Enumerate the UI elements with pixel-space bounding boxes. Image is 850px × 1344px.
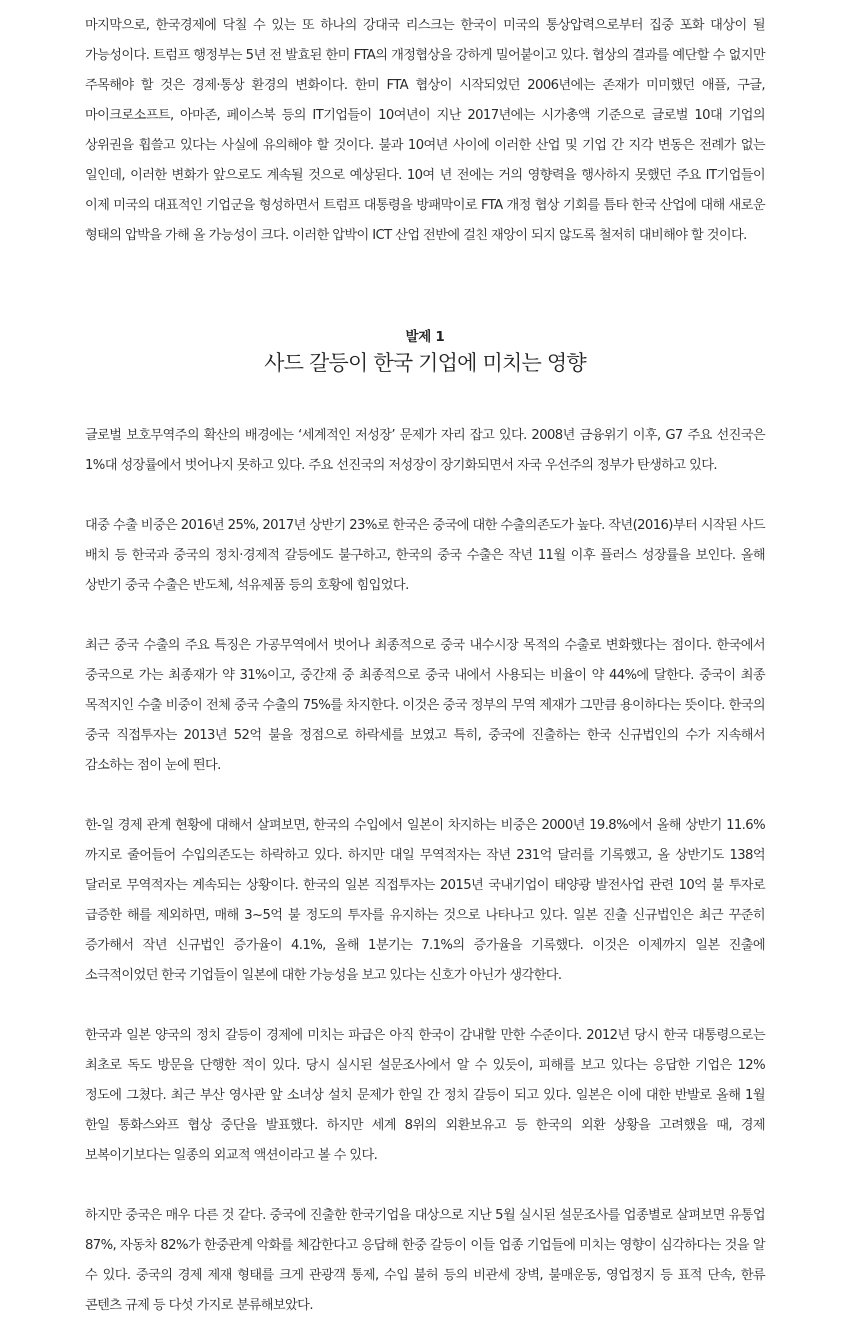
article: [85, 11, 765, 1321]
body-paragraph: 하지만 중국은 매우 다른 것 같다. 중국에 진출한 한국기업을 대상으로 지난 5월 실시된 설문조사를 업종별로 살펴보면 유통업 87%, 자동차 82%가 한중관계 악화를 체감한다고 응답해 한중 갈등이 이들 업종 기업들에 미치는 영향이 심각하다는 것을 알 수 있다. 중국의 경제 제재 형태를 크게 관광객 통제, 수입 불허 등의 비관세 장벽, 불매운동, 영업정지 등 표적 단속, 한류 콘텐츠 규제 등 다섯 가지로 분류해보았다.: [85, 1208, 765, 1313]
paragraph-gap: [85, 481, 765, 511]
paragraph-gap: [85, 1171, 765, 1201]
body-paragraph: 글로벌 보호무역주의 확산의 배경에는 ‘세계적인 저성장’ 문제가 자리 잡고 있다. 2008년 금융위기 이후, G7 주요 선진국은 1%대 성장률에서 벗어나지 못하고 있다. 주요 선진국의 저성장이 장기화되면서 자국 우선주의 정부가 탄생하고 있다.: [85, 428, 765, 473]
body-paragraph: 최근 중국 수출의 주요 특징은 가공무역에서 벗어나 최종적으로 중국 내수시장 목적의 수출로 변화했다는 점이다. 한국에서 중국으로 가는 최종재가 약 31%이고, 중간재 중 최종적으로 중국 내에서 사용되는 비율이 약 44%에 달한다. 중국이 최종 목적지인 수출 비중이 전체 중국 수출의 75%를 차지한다. 이것은 중국 정부의 무역 제재가 그만큼 용이하다는 뜻이다. 한국의 중국 직접투자는 2013년 52억 불을 정점으로 하락세를 보였고 특히, 중국에 진출하는 한국 신규법인의 수가 지속해서 감소하는 점이 눈에 띈다.: [85, 638, 765, 773]
paragraph-gap: [85, 781, 765, 811]
section-heading: [85, 327, 765, 379]
body-paragraph: 대중 수출 비중은 2016년 25%, 2017년 상반기 23%로 한국은 중국에 대한 수출의존도가 높다. 작년(2016)부터 시작된 사드 배치 등 한국과 중국의 정치·경제적 갈등에도 불구하고, 한국의 중국 수출은 작년 11월 이후 플러스 성장률을 보인다. 올해 상반기 중국 수출은 반도체, 석유제품 등의 호황에 힘입었다.: [85, 518, 765, 593]
paragraph-gap: [85, 991, 765, 1021]
body-paragraph: 한국과 일본 양국의 정치 갈등이 경제에 미치는 파급은 아직 한국이 감내할 만한 수준이다. 2012년 당시 한국 대통령으로는 최초로 독도 방문을 단행한 적이 있다. 당시 실시된 설문조사에서 알 수 있듯이, 피해를 보고 있다는 응답한 기업은 12% 정도에 그쳤다. 최근 부산 영사관 앞 소녀상 설치 문제가 한일 간 정치 갈등이 되고 있다. 일본은 이에 대한 반발로 올해 1월 한일 통화스와프 협상 중단을 발표했다. 하지만 세계 8위의 외환보유고 등 한국의 외환 상황을 고려했을 때, 경제 보복이기보다는 일종의 외교적 액션이라고 볼 수 있다.: [85, 1028, 765, 1163]
paragraph-gap: [85, 601, 765, 631]
body-paragraph: 한-일 경제 관계 현황에 대해서 살펴보면, 한국의 수입에서 일본이 차지하는 비중은 2000년 19.8%에서 올해 상반기 11.6%까지로 줄어들어 수입의존도는 하락하고 있다. 하지만 대일 무역적자는 작년 231억 달러를 기록했고, 올 상반기도 138억 달러로 무역적자는 계속되는 상황이다. 한국의 일본 직접투자는 2015년 국내기업이 태양광 발전사업 관련 10억 불 투자로 급증한 해를 제외하면, 매해 3~5억 불 정도의 투자를 유지하는 것으로 나타나고 있다. 일본 진출 신규법인은 최근 꾸준히 증가해서 작년 신규법인 증가율이 4.1%, 올해 1분기는 7.1%의 증가율을 기록했다. 이것은 이제까지 일본 진출에 소극적이었던 한국 기업들이 일본에 대한 가능성을 보고 있다는 신호가 아닌가 생각한다.: [85, 818, 765, 983]
section-label: 발제 1: [405, 329, 445, 345]
intro-paragraph: 마지막으로, 한국경제에 닥칠 수 있는 또 하나의 강대국 리스크는 한국이 미국의 통상압력으로부터 집중 포화 대상이 될 가능성이다. 트럼프 행정부는 5년 전 발효된 한미 FTA의 개정협상을 강하게 밀어붙이고 있다. 협상의 결과를 예단할 수 없지만 주목해야 할 것은 경제·통상 환경의 변화이다. 한미 FTA 협상이 시작되었던 2006년에는 존재가 미미했던 애플, 구글, 마이크로소프트, 아마존, 페이스북 등의 IT기업들이 10여년이 지난 2017년에는 시가총액 기준으로 글로벌 10대 기업의 상위권을 휩쓸고 있다는 사실에 유의해야 할 것이다. 불과 10여년 사이에 이러한 산업 및 기업 간 지각 변동은 전례가 없는 일인데, 이러한 변화가 앞으로도 계속될 것으로 예상된다. 10여 년 전에는 거의 영향력을 행사하지 못했던 주요 IT기업들이 이제 미국의 대표적인 기업군을 형성하면서 트럼프 대통령을 방패막이로 FTA 개정 협상 기회를 틈타 한국 산업에 대해 새로운 형태의 압박을 가해 올 가능성이 크다. 이러한 압박이 ICT 산업 전반에 걸친 재앙이 되지 않도록 철저히 대비해야 할 것이다.: [85, 18, 765, 243]
section-title: 사드 갈등이 한국 기업에 미치는 영향: [264, 351, 586, 375]
